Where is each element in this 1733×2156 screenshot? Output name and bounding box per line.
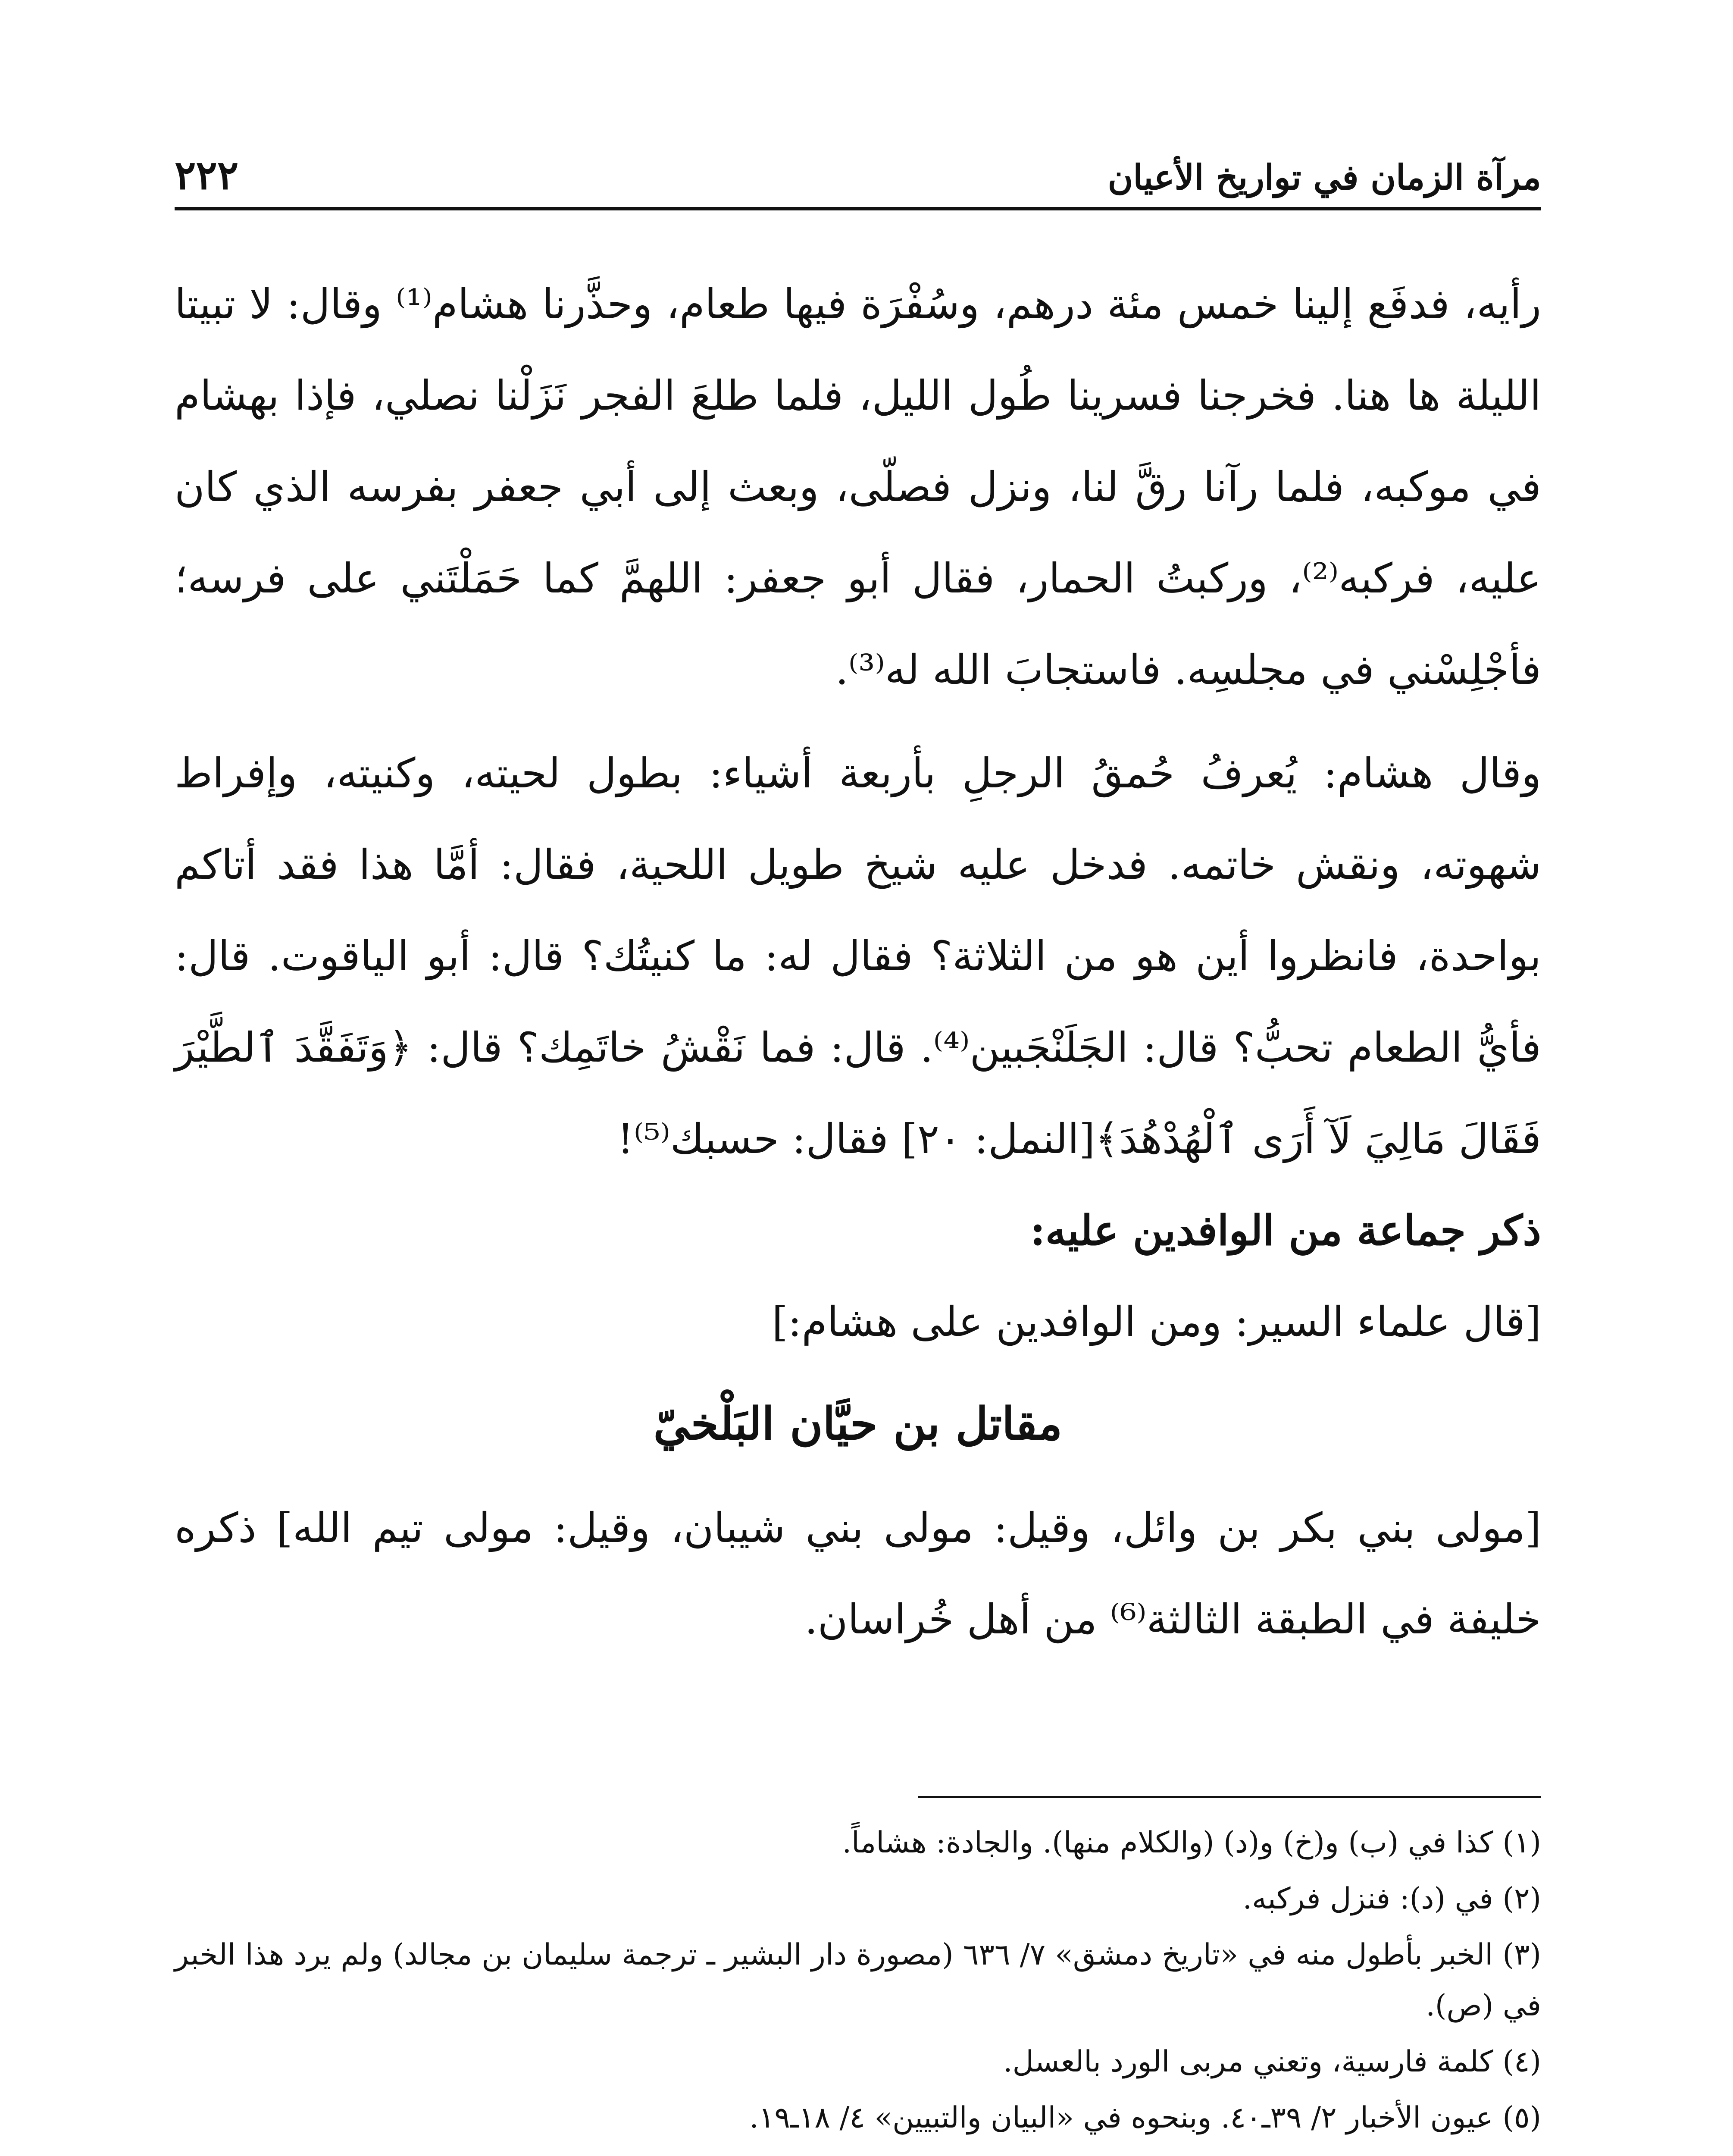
main-text bbox=[175, 259, 1541, 1665]
footnotes bbox=[175, 1818, 1541, 2156]
paragraph-1: رأيه، فدفَع إلينا خمس مئة درهم، وسُفْرَة فيها طعام، وحذَّرنا هشام⁽¹⁾ وقال: لا تبيتا الليلة ها هنا. فخرجنا فسرينا طُول الليل، فلما طلعَ الفجر نَزَلْنا نصلي، فإذا بهشام في موكبه، فلما رآنا رقَّ لنا، ونزل فصلّى، وبعث إلى أبي جعفر بفرسه الذي كان عليه، فركبه⁽²⁾، وركبتُ الحمار، فقال أبو جعفر: اللهمَّ كما حَمَلْتَني على فرسه؛ فأجْلِسْني في مجلسِه. فاستجابَ الله له⁽³⁾. bbox=[175, 281, 1541, 694]
paragraph-3: [مولى بني بكر بن وائل، وقيل: مولى بني شيبان، وقيل: مولى تيم الله] ذكره خليفة في الطبقة الثالثة⁽⁶⁾ من أهل خُراسان. bbox=[175, 1504, 1541, 1643]
running-title: مرآة الزمان في تواريخ الأعيان bbox=[1107, 157, 1541, 197]
footnote-3: (٣) الخبر بأطول منه في «تاريخ دمشق» ٧/ ٦٣٦ (مصورة دار البشير ـ ترجمة سليمان بن مجالد) ولم يرد هذا الخبر في (ص). bbox=[175, 1938, 1541, 2023]
page-header bbox=[175, 142, 1541, 210]
page-number: ٢٢٢ bbox=[175, 152, 239, 198]
paragraph-2: وقال هشام: يُعرفُ حُمقُ الرجلِ بأربعة أشياء: بطول لحيته، وكنيته، وإفراط شهوته، ونقش خاتمه. فدخل عليه شيخ طويل اللحية، فقال: أمَّا هذا فقد أتاكم بواحدة، فانظروا أين هو من الثلاثة؟ فقال له: ما كنيتُك؟ قال: أبو الياقوت. قال: فأيُّ الطعام تحبُّ؟ قال: الجَلَنْجَبين⁽⁴⁾. قال: فما نَقْشُ خاتَمِك؟ قال: ﴿وَتَفَقَّدَ ٱلطَّيْرَ فَقَالَ مَالِيَ لَآ أَرَى ٱلْهُدْهُدَ﴾[النمل: ٢٠] فقال: حسبك⁽⁵⁾! bbox=[175, 750, 1541, 1163]
person-heading: مقاتل بن حيَّان البَلْخيّ bbox=[653, 1397, 1063, 1450]
section-heading: ذكر جماعة من الوافدين عليه: bbox=[1030, 1206, 1541, 1255]
footnote-6 bbox=[175, 2149, 1541, 2156]
editor-note-line: [قال علماء السير: ومن الوافدين على هشام:] bbox=[772, 1298, 1541, 1346]
footnote-1: (١) كذا في (ب) و(خ) و(د) (والكلام منها). والجادة: هشاماً. bbox=[842, 1826, 1541, 1860]
footnote-divider bbox=[918, 1796, 1541, 1798]
footnote-5: (٥) عيون الأخبار ٢/ ٣٩ـ٤٠. وبنحوه في «البيان والتبيين» ٤/ ١٨ـ١٩. bbox=[749, 2101, 1541, 2135]
footnote-4: (٤) كلمة فارسية، وتعني مربى الورد بالعسل. bbox=[1003, 2045, 1541, 2079]
footnote-2: (٢) في (د): فنزل فركبه. bbox=[1242, 1882, 1541, 1916]
